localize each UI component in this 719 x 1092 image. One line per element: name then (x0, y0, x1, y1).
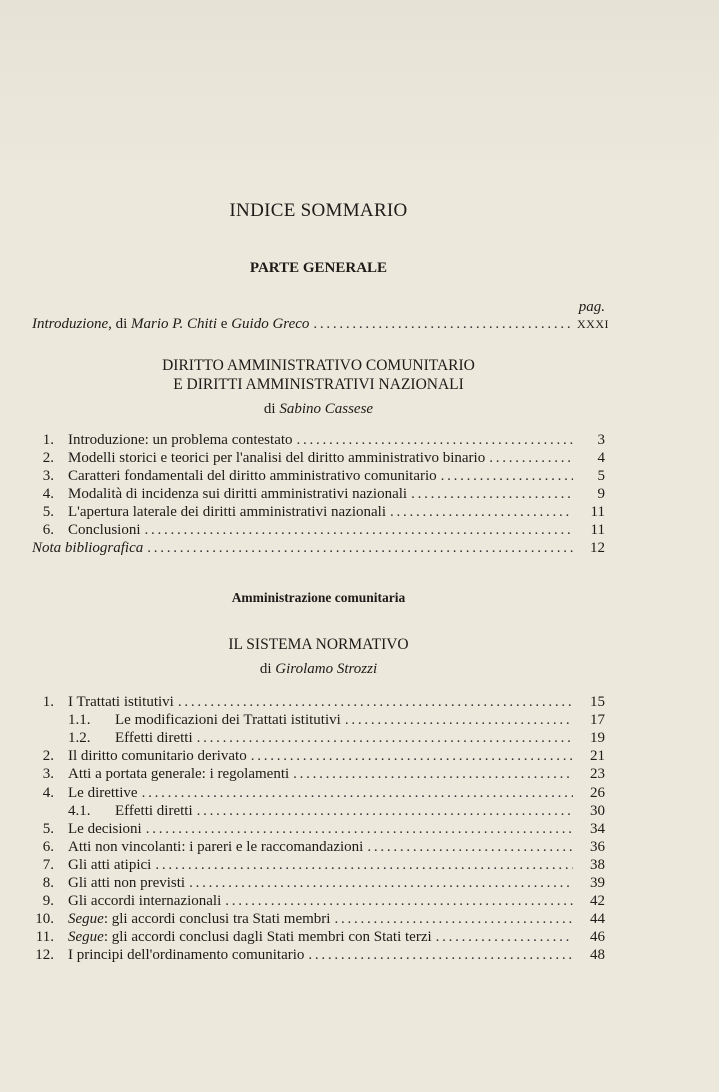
dot-leader (334, 910, 573, 928)
by-label: di (263, 401, 276, 417)
intro-entry (32, 315, 609, 333)
entry-number: 6. (42, 522, 54, 538)
part-heading: PARTE GENERALE (249, 260, 388, 276)
entry-title: Introduzione: un problema contestato (68, 432, 293, 448)
entry-number: 9. (42, 893, 54, 910)
entry-text (54, 503, 386, 521)
entry-title: Effetti diretti (115, 802, 193, 819)
toc-entry (32, 928, 605, 946)
toc-entry (32, 485, 605, 503)
entry-text (54, 747, 247, 765)
entry-text (54, 693, 174, 711)
toc-entry (32, 693, 605, 711)
page-number: 42 (590, 893, 605, 910)
page-number: 39 (590, 875, 605, 891)
entry-title: Modalità di incidenza sui diritti amministrativi nazionali (68, 486, 408, 502)
dot-leader (390, 503, 573, 521)
dot-leader (308, 946, 573, 964)
toc-entry (32, 910, 605, 928)
page-number: 23 (590, 766, 605, 783)
entry-title: I Trattati istitutivi (68, 694, 174, 710)
entry-text (115, 802, 193, 820)
toc-entry (32, 729, 605, 747)
entry-title: I principi dell'ordinamento comunitario (68, 947, 305, 964)
toc-entry (32, 892, 605, 910)
toc-entry (32, 946, 605, 964)
toc-entry (32, 521, 605, 539)
entry-text (54, 874, 185, 892)
page-number: 11 (590, 504, 605, 520)
entry-title: Modelli storici e teorici per l'analisi del diritto amministrativo binario (68, 450, 486, 466)
dot-leader (441, 467, 573, 485)
show-through-previous-page (0, 0, 719, 180)
entry-number: 3. (42, 766, 54, 783)
entry-title: Effetti diretti (115, 730, 193, 747)
nota-bibliografica-entry (32, 539, 605, 557)
dot-leader (313, 315, 573, 333)
entry-text (54, 449, 485, 467)
entry-number: 5. (42, 820, 54, 837)
intro-author-2: Guido Greco (231, 316, 310, 332)
toc-entry (32, 874, 605, 892)
intro-author-1: Mario P. Chiti (131, 316, 218, 332)
toc-entry (32, 856, 605, 874)
author-name: Girolamo Strozzi (275, 661, 378, 677)
page-number: 3 (597, 432, 605, 448)
toc-entry (32, 747, 605, 765)
entry-number: 4. (42, 486, 54, 502)
dot-leader (225, 892, 573, 910)
page-number: XXXI (577, 317, 609, 331)
section-author (32, 401, 605, 418)
page-title: INDICE SOMMARIO (229, 200, 408, 221)
entry-number: 3. (42, 468, 54, 484)
page-number: 44 (590, 911, 605, 928)
entry-text (54, 431, 293, 449)
section-heading-line2: E DIRITTI AMMINISTRATIVI NAZIONALI (173, 376, 464, 393)
page-number: 11 (590, 522, 605, 538)
page-number: 15 (590, 694, 605, 710)
author-name: Sabino Cassese (279, 401, 374, 417)
dot-leader (345, 711, 573, 729)
section-heading-line1: DIRITTO AMMINISTRATIVO COMUNITARIO (162, 357, 475, 374)
page-number: 48 (590, 947, 605, 964)
toc-entry (32, 838, 605, 856)
entry-title: : gli accordi conclusi tra Stati membri (103, 911, 331, 928)
entry-title: Il diritto comunitario derivato (68, 748, 247, 765)
entry-text (115, 729, 193, 747)
entry-title: Caratteri fondamentali del diritto amministrativo comunitario (68, 468, 437, 484)
toc-entry (32, 503, 605, 521)
dot-leader (145, 521, 573, 539)
entry-number: 1.1. (68, 712, 91, 729)
page-number: 4 (597, 450, 605, 466)
dot-leader (147, 539, 573, 557)
toc-entry (32, 784, 605, 802)
entry-text (54, 892, 221, 910)
entry-number: 4.1. (68, 802, 91, 819)
entry-text (54, 856, 151, 874)
page-number: 19 (590, 730, 605, 747)
entry-number: 5. (42, 504, 54, 520)
entry-title: : gli accordi conclusi dagli Stati membri con Stati terzi (103, 929, 432, 946)
entry-number: 12. (35, 947, 54, 964)
entry-text (54, 820, 142, 838)
page-number: 38 (590, 856, 605, 873)
dot-leader (489, 449, 573, 467)
entry-number: 2. (42, 450, 54, 466)
entry-title: Le decisioni (68, 820, 142, 837)
entry-text (115, 711, 341, 729)
entry-text (54, 521, 141, 539)
page-number: 9 (597, 486, 605, 502)
subpart-heading: Amministrazione comunitaria (231, 590, 406, 605)
entry-text (54, 928, 432, 946)
entry-number: 1.2. (68, 730, 91, 747)
dot-leader (197, 802, 573, 820)
entry-number: 8. (42, 875, 54, 891)
section-heading: IL SISTEMA NORMATIVO (228, 636, 409, 653)
entry-title: Le modificazioni dei Trattati istitutivi (115, 712, 341, 729)
entry-text (54, 946, 304, 964)
entry-text (54, 838, 363, 856)
section-author (32, 661, 605, 678)
segue-label: Segue (68, 911, 104, 928)
dot-leader (146, 820, 573, 838)
entry-title: Atti a portata generale: i regolamenti (68, 766, 290, 783)
entry-text (54, 784, 138, 802)
entry-number: 10. (35, 911, 54, 928)
dot-leader (367, 838, 573, 856)
entry-title: Gli atti atipici (68, 856, 152, 873)
dot-leader (189, 874, 573, 892)
entry-number: 1. (42, 432, 54, 448)
entry-number: 7. (42, 856, 54, 873)
entry-text (54, 467, 437, 485)
dot-leader (155, 856, 573, 874)
page-number: 12 (590, 540, 605, 556)
dot-leader (197, 729, 573, 747)
dot-leader (411, 485, 573, 503)
toc-entry (32, 765, 605, 783)
entry-title: Gli accordi internazionali (68, 893, 222, 910)
entry-number: 11. (35, 929, 54, 946)
entry-title: Conclusioni (68, 522, 141, 538)
entry-number: 4. (42, 784, 54, 801)
entry-title: Gli atti non previsti (68, 875, 186, 891)
entry-title: Le direttive (68, 784, 138, 801)
page-number: 36 (590, 838, 605, 855)
dot-leader (293, 765, 573, 783)
toc-entry (32, 802, 605, 820)
page-number: 46 (590, 929, 605, 946)
dot-leader (251, 747, 573, 765)
toc-entry (32, 820, 605, 838)
entry-text (54, 485, 407, 503)
page-number: 5 (597, 468, 605, 484)
page-column-label: pag. (578, 299, 605, 315)
dot-leader (436, 928, 573, 946)
entry-text (54, 765, 289, 783)
entry-number: 6. (42, 838, 54, 855)
by-label: di (259, 661, 272, 677)
page-number: 17 (590, 712, 605, 729)
entry-number: 1. (42, 694, 54, 710)
page-number: 30 (590, 802, 605, 819)
entry-title: Atti non vincolanti: i pareri e le raccomandazioni (68, 838, 364, 855)
toc-entry (32, 467, 605, 485)
page-number: 21 (590, 748, 605, 765)
intro-and: e (217, 316, 232, 332)
intro-title: Introduzione (32, 316, 109, 332)
toc-entry (32, 431, 605, 449)
entry-title: L'apertura laterale dei diritti amministrativi nazionali (68, 504, 386, 520)
toc-entry (32, 711, 605, 729)
segue-label: Segue (68, 929, 104, 946)
entry-number: 2. (42, 748, 54, 765)
entry-text (54, 910, 330, 928)
page-number: 34 (590, 820, 605, 837)
dot-leader (142, 784, 573, 802)
dot-leader (178, 693, 573, 711)
dot-leader (297, 431, 573, 449)
toc-entry (32, 449, 605, 467)
intro-sep: , di (108, 316, 132, 332)
page-number: 26 (590, 784, 605, 801)
entry-text: Nota bibliografica (32, 540, 144, 556)
